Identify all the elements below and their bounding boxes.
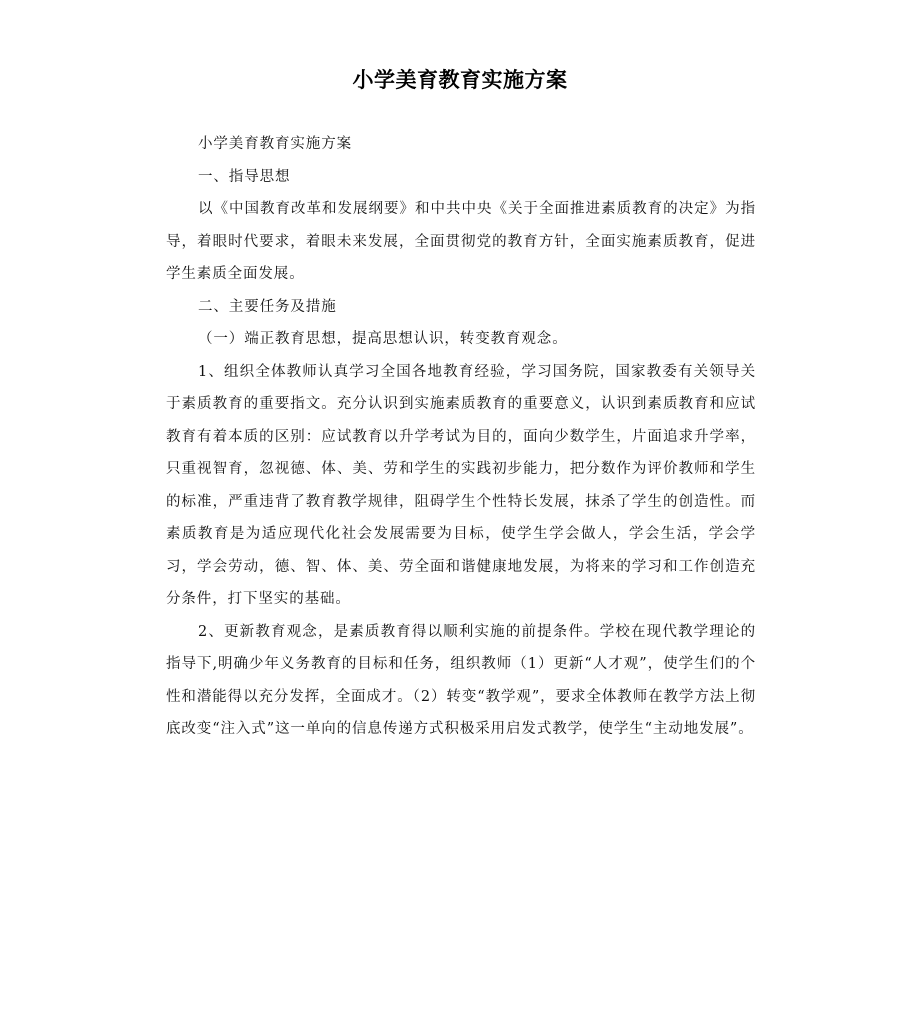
paragraph-subtitle: 小学美育教育实施方案: [198, 136, 352, 152]
document-title: 小学美育教育实施方案: [352, 68, 568, 92]
section-heading-guiding-ideology: 一、指导思想: [198, 168, 291, 185]
section-heading-main-tasks: 二、主要任务及措施: [198, 298, 337, 315]
paragraph-item-2: 2、更新教育观念，是素质教育得以顺利实施的前提条件。学校在现代教学理论的指导下,明确少年义务教育的目标和任务，组织教师（1）更新“人才观”，使学生们的个性和潜能得以充分发挥，全面成才。（2）转变“教学观”，要求全体教师在教学方法上彻底改变“注入式”这一单向的信息传递方式积极采用启发式教学，使学生“主动地发展”。: [166, 623, 756, 737]
document-body: [166, 128, 756, 746]
subsection-heading-1: （一）端正教育思想，提高思想认识，转变教育观念。: [198, 331, 568, 347]
paragraph-item-1: 1、组织全体教师认真学习全国各地教育经验，学习国务院，国家教委有关领导关于素质教育的重要指文。充分认识到实施素质教育的重要意义，认识到素质教育和应试教育有着本质的区别：应试教育以升学考试为目的，面向少数学生，片面追求升学率，只重视智育，忽视德、体、美、劳和学生的实践初步能力，把分数作为评价教师和学生的标准，严重违背了教育教学规律，阻碍学生个性特长发展，抹杀了学生的创造性。而素质教育是为适应现代化社会发展需要为目标，使学生学会做人，学会生活，学会学习，学会劳动，德、智、体、美、劳全面和谐健康地发展，为将来的学习和工作创造充分条件，打下坚实的基础。: [166, 363, 756, 607]
paragraph-guiding-ideology: 以《中国教育改革和发展纲要》和中共中央《关于全面推进素质教育的决定》为指导，着眼时代要求，着眼未来发展，全面贯彻党的教育方针，全面实施素质教育，促进学生素质全面发展。: [166, 201, 756, 282]
